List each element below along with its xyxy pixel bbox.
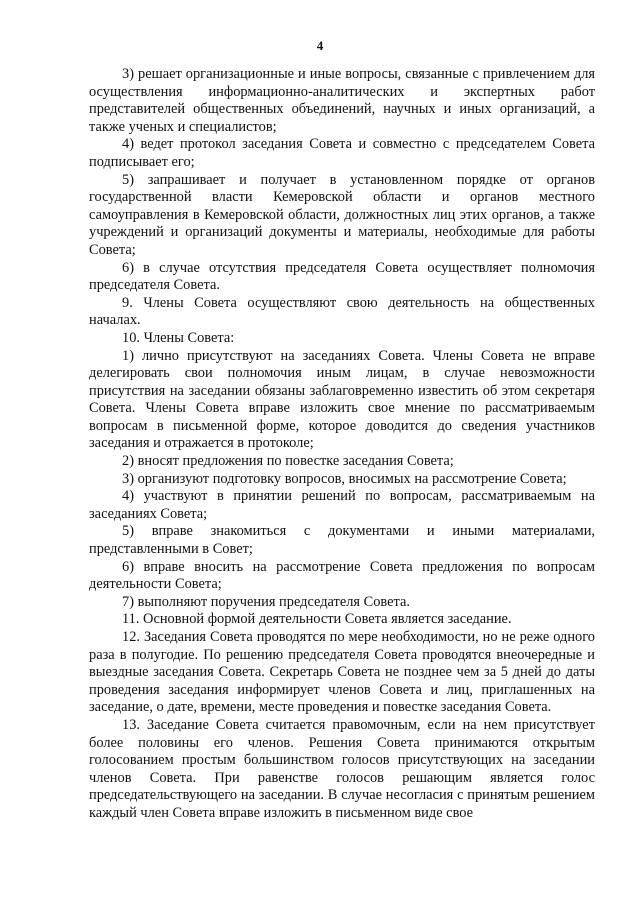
paragraph: 10. Члены Совета: [122, 329, 235, 346]
paragraph: 3) организуют подготовку вопросов, вносимых на рассмотрение Совета; [122, 470, 567, 487]
paragraph: 5) вправе знакомиться с документами и иными материалами, представленными в Совет; [89, 523, 595, 558]
document-body [89, 66, 595, 823]
paragraph: 7) выполняют поручения председателя Совета. [122, 593, 410, 610]
paragraph: 9. Члены Совета осуществляют свою деятельность на общественных началах. [89, 294, 595, 329]
page-number: 4 [316, 38, 324, 53]
paragraph: 5) запрашивает и получает в установленном порядке от органов государственной власти Кемеровской области и органов местного самоуправления в Кемеровской области, должностных лиц этих органов, а также учреждений и организаций документы и материалы, необходимые для работы Совета; [89, 171, 595, 258]
paragraph: 2) вносят предложения по повестке заседания Совета; [122, 453, 454, 470]
paragraph: 1) лично присутствуют на заседаниях Совета. Члены Совета не вправе делегировать свои полномочия иным лицам, в случае невозможности присутствия на заседании обязаны заблаговременно известить об этом секретаря Совета. Члены Совета вправе изложить свое мнение по рассматриваемым вопросам в письменной форме, которое доводится до сведения участников заседания и отражается в протоколе; [89, 347, 595, 452]
paragraph: 3) решает организационные и иные вопросы, связанные с привлечением для осуществления информационно-аналитических и экспертных работ представителей общественных объединений, научных и иных организаций, а также ученых и специалистов; [89, 66, 595, 135]
paragraph: 6) в случае отсутствия председателя Совета осуществляет полномочия председателя Совета. [89, 259, 595, 294]
paragraph: 13. Заседание Совета считается правомочным, если на нем присутствует более половины его членов. Решения Совета принимаются открытым голосованием простым большинством голосов присутствующих на заседании членов Совета. При равенстве голосов решающим является голос председательствующего на заседании. В случае несогласия с принятым решением каждый член Совета вправе изложить в письменном виде свое [89, 716, 595, 821]
paragraph: 6) вправе вносить на рассмотрение Совета предложения по вопросам деятельности Совета; [89, 558, 595, 593]
paragraph: 12. Заседания Совета проводятся по мере необходимости, но не реже одного раза в полугодие. По решению председателя Совета проводятся внеочередные и выездные заседания Совета. Секретарь Совета не позднее чем за 5 дней до даты проведения заседания информирует членов Совета и лиц, приглашенных на заседание, о дате, времени, месте проведения и повестке заседания Совета. [89, 629, 595, 716]
paragraph: 11. Основной формой деятельности Совета является заседание. [122, 611, 512, 628]
paragraph: 4) участвуют в принятии решений по вопросам, рассматриваемым на заседаниях Совета; [89, 488, 595, 522]
paragraph: 4) ведет протокол заседания Совета и совместно с председателем Совета подписывает его; [89, 136, 595, 170]
